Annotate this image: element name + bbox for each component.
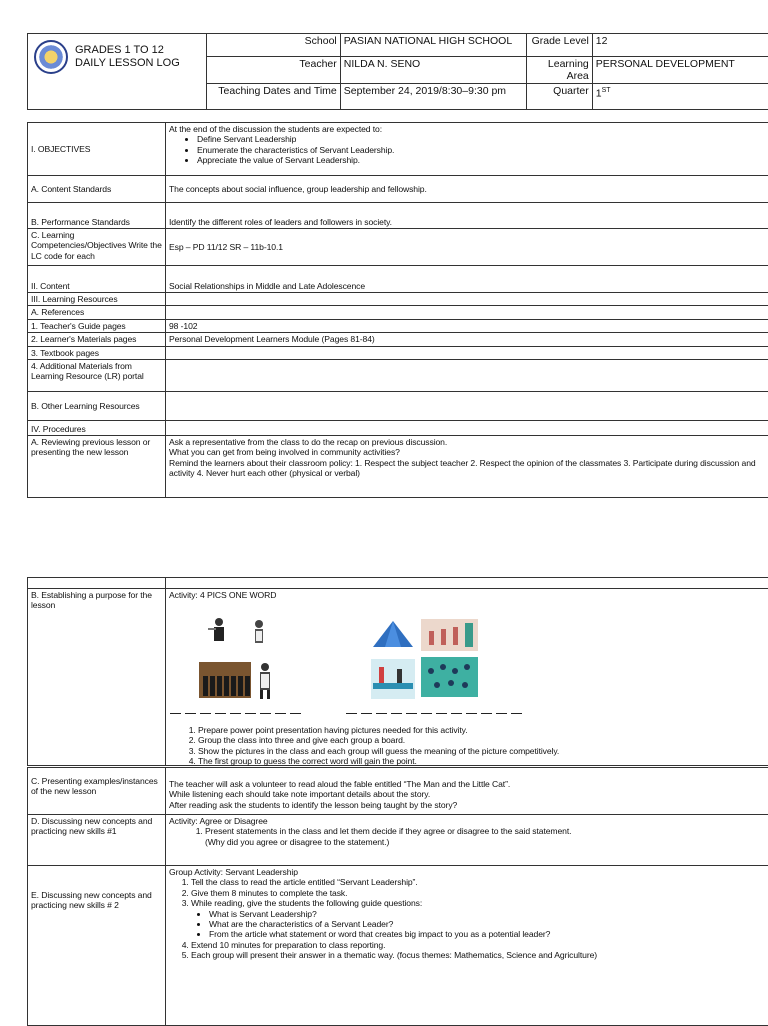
review-line-1: Ask a representative from the class to do the recap on previous discussion. bbox=[169, 437, 765, 447]
e-bullet: • What is Servant Leadership? bbox=[209, 909, 768, 919]
activity-steps bbox=[170, 725, 758, 767]
competencies-label: C. Learning Competencies/Objectives Write the LC code for each bbox=[28, 229, 166, 266]
objectives-intro: At the end of the discussion the students are expected to: bbox=[169, 124, 765, 134]
title-line-1: GRADES 1 TO 12 bbox=[75, 44, 164, 56]
header-table bbox=[27, 33, 768, 110]
e-step: 4. Extend 10 minutes for preparation to class reporting. bbox=[191, 940, 768, 950]
tg-label: 1. Teacher's Guide pages bbox=[28, 319, 166, 332]
tb-label: 3. Textbook pages bbox=[28, 346, 166, 359]
presenting-line-1: The teacher will ask a volunteer to read aloud the fable entitled “The Man and the Little Cat”. bbox=[169, 779, 768, 789]
answer-blanks-left bbox=[170, 706, 305, 716]
presenting-line-3: After reading ask the students to identify the lesson being taught by the story? bbox=[169, 800, 768, 810]
deped-seal-icon bbox=[34, 40, 68, 74]
answer-blanks-right bbox=[346, 706, 526, 716]
d-label: D. Discussing new concepts and practicing new skills #1 bbox=[28, 815, 166, 866]
dates-label: Teaching Dates and Time bbox=[207, 84, 341, 110]
butler-picture bbox=[254, 662, 276, 700]
school-label: School bbox=[207, 34, 341, 57]
e-steps-b bbox=[169, 940, 768, 961]
grade-label: Grade Level bbox=[527, 34, 593, 57]
references-label: A. References bbox=[28, 306, 166, 319]
content-label: II. Content bbox=[28, 266, 166, 293]
choir-picture bbox=[199, 662, 251, 698]
e-step: 5. Each group will present their answer in a thematic way. (focus themes: Mathematics, Science and Agriculture) bbox=[191, 950, 768, 960]
step-item: 1. Prepare power point presentation having pictures needed for this activity. bbox=[198, 725, 758, 735]
d-list bbox=[169, 826, 768, 836]
objective-item: • Appreciate the value of Servant Leadership. bbox=[197, 155, 765, 165]
waiter-picture bbox=[206, 617, 232, 647]
e-step: 1. Tell the class to read the article entitled “Servant Leadership”. bbox=[191, 877, 768, 887]
objectives-list bbox=[169, 134, 765, 165]
e-label: E. Discussing new concepts and practicing new skills # 2 bbox=[28, 866, 166, 1026]
purpose-cell bbox=[166, 589, 768, 766]
lm-label: 2. Learner's Materials pages bbox=[28, 333, 166, 346]
purpose-table bbox=[27, 577, 768, 766]
e-cell bbox=[166, 866, 768, 1026]
performance-value: Identify the different roles of leaders and followers in society. bbox=[166, 203, 768, 229]
e-step: 3. While reading, give the students the following guide questions: bbox=[191, 898, 768, 908]
e-bullet: • From the article what statement or word that creates big impact to you as a potential leader? bbox=[209, 929, 768, 939]
grade-value: 12 bbox=[592, 34, 768, 57]
purpose-label: B. Establishing a purpose for the lesson bbox=[28, 589, 166, 766]
school-value: PASIAN NATIONAL HIGH SCHOOL bbox=[340, 34, 526, 57]
e-bullets bbox=[169, 909, 768, 940]
teacher-value: NILDA N. SENO bbox=[340, 57, 526, 84]
d-item: 1. Present statements in the class and let them decide if they agree or disagree to the said statement. bbox=[205, 826, 768, 836]
objectives-cell bbox=[166, 123, 768, 176]
content-value: Social Relationships in Middle and Late Adolescence bbox=[166, 266, 768, 293]
quarter-label: Quarter bbox=[527, 84, 593, 110]
objectives-table bbox=[27, 122, 768, 498]
presenting-cell bbox=[166, 768, 768, 815]
review-line-2: What you can get from being involved in community activities? bbox=[169, 447, 765, 457]
d-cell bbox=[166, 815, 768, 866]
presenting-label: C. Presenting examples/instances of the new lesson bbox=[28, 768, 166, 815]
climbing-picture bbox=[421, 619, 478, 651]
content-standards-label: A. Content Standards bbox=[28, 176, 166, 203]
objective-item: • Enumerate the characteristics of Servant Leadership. bbox=[197, 145, 765, 155]
e-steps-a bbox=[169, 877, 768, 908]
area-label: Learning Area bbox=[527, 57, 593, 84]
e-bullet: • What are the characteristics of a Servant Leader? bbox=[209, 919, 768, 929]
title-line-2: DAILY LESSON LOG bbox=[75, 57, 180, 69]
review-line-3: Remind the learners about their classroom policy: 1. Respect the subject teacher 2. Respect the opinion of the classmates 3. Participate during discussion and activity 4. Never hurt each other (physical or verbal) bbox=[169, 458, 765, 479]
review-cell bbox=[166, 436, 768, 498]
competencies-value: Esp – PD 11/12 SR – 11b-10.1 bbox=[166, 229, 768, 266]
activity-title: Activity: 4 PICS ONE WORD bbox=[169, 590, 765, 600]
tg-value: 98 -102 bbox=[166, 319, 768, 332]
other-resources-label: B. Other Learning Resources bbox=[28, 392, 166, 421]
content-standards-value: The concepts about social influence, group leadership and fellowship. bbox=[166, 176, 768, 203]
procedures-label: IV. Procedures bbox=[28, 421, 166, 436]
presenting-line-2: While listening each should take note important details about the story. bbox=[169, 789, 768, 799]
d-title: Activity: Agree or Disagree bbox=[169, 816, 768, 826]
header-title-cell bbox=[28, 34, 207, 110]
quarter-value: 1ST bbox=[592, 84, 768, 110]
pyramid-picture bbox=[371, 619, 415, 649]
step-item: 3. Show the pictures in the class and each group will guess the meaning of the picture competitively. bbox=[198, 746, 758, 756]
dates-value: September 24, 2019/8:30–9:30 pm bbox=[340, 84, 526, 110]
d-sub: (Why did you agree or disagree to the statement.) bbox=[169, 837, 768, 847]
maid-picture bbox=[252, 619, 266, 647]
review-label: A. Reviewing previous lesson or presenting the new lesson bbox=[28, 436, 166, 498]
lm-value: Personal Development Learners Module (Pages 81-84) bbox=[166, 333, 768, 346]
leader-picture bbox=[371, 659, 415, 699]
e-step: 2. Give them 8 minutes to complete the task. bbox=[191, 888, 768, 898]
objective-item: • Define Servant Leadership bbox=[197, 134, 765, 144]
performance-label: B. Performance Standards bbox=[28, 203, 166, 229]
area-value: PERSONAL DEVELOPMENT bbox=[592, 57, 768, 84]
e-title: Group Activity: Servant Leadership bbox=[169, 867, 768, 877]
objectives-label: I. OBJECTIVES bbox=[28, 123, 166, 176]
lr-label: 4. Additional Materials from Learning Resource (LR) portal bbox=[28, 360, 166, 392]
team-picture bbox=[421, 657, 478, 697]
resources-label: III. Learning Resources bbox=[28, 293, 166, 306]
teacher-label: Teacher bbox=[207, 57, 341, 84]
step-item: 4. The first group to guess the correct word will gain the point. bbox=[198, 756, 758, 766]
procedures-table bbox=[27, 767, 768, 1026]
step-item: 2. Group the class into three and give each group a board. bbox=[198, 735, 758, 745]
